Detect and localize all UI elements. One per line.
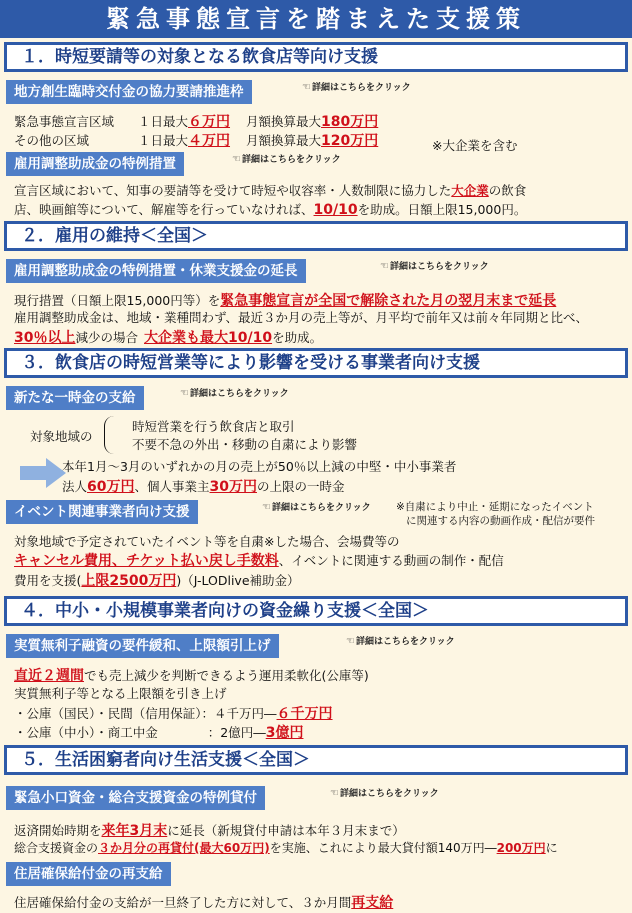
s1-row-emergency	[14, 111, 378, 131]
monthly-label: 月額換算最大	[246, 133, 322, 148]
s5-line-1	[14, 820, 405, 840]
text: を助成。	[272, 330, 323, 345]
s3-event-line-1: 対象地域で予定されていたイベント等を自粛※した場合、会場費等の	[14, 534, 400, 549]
highlight: 60万円	[87, 479, 135, 495]
s2-line-2: 雇用調整助成金は、地域・業種問わず、最近３か月の売上等が、月平均で前年又は前々年同期と比べ、	[14, 310, 589, 325]
event-note-line-1: ※自粛により中止・延期になったイベント	[396, 501, 594, 513]
s1-sub-local-grant: 地方創生臨時交付金の協力要請推進枠	[6, 80, 252, 104]
text: 総合支援資金の	[14, 841, 99, 855]
daily-value: ６万円	[188, 114, 231, 130]
s4-line-2: 実質無利子等となる上限額を引き上げ	[14, 686, 227, 701]
highlight: 30％以上	[14, 330, 76, 346]
section-1-heading: １．時短要請等の対象となる飲食店等向け支援	[4, 42, 628, 72]
s3-event-line-3	[14, 570, 300, 590]
s3-sub-event-support: イベント関連事業者向け支援	[6, 500, 198, 524]
s1-sub-employment-subsidy: 雇用調整助成金の特例措置	[6, 152, 184, 176]
hand-pointer-icon: ☜	[180, 388, 189, 399]
brace	[104, 416, 120, 454]
text: ・公庫（国民）・民間（信用保証）：４千万円―	[14, 706, 277, 721]
monthly-value: 180万円	[321, 114, 379, 130]
s5-sub-special-loans: 緊急小口資金・総合支援資金の特例貸付	[6, 786, 265, 810]
text: ・公庫（中小）・商工中金 ：2億円―	[14, 725, 266, 740]
row-label: その他の区域	[14, 133, 90, 148]
detail-link-text: 詳細はこちらをクリック	[271, 503, 371, 513]
s4-line-3	[14, 703, 333, 723]
daily-label: １日最大	[138, 133, 189, 148]
detail-link[interactable]	[262, 500, 371, 513]
highlight: 上限2500万円	[81, 573, 177, 589]
text: 費用を支援(	[14, 573, 82, 588]
text: 宣言区域において、知事の要請等を受けて時短や収容率・人数制限に協力した	[14, 183, 452, 198]
s4-line-1	[14, 665, 369, 685]
section-5-heading: ５．生活困窮者向け生活支援＜全国＞	[4, 745, 628, 775]
s4-line-4	[14, 722, 303, 742]
right-arrow-icon	[20, 458, 66, 488]
detail-link-text: 詳細はこちらをクリック	[355, 637, 455, 647]
section-3-heading: ３．飲食店の時短営業等により影響を受ける事業者向け支援	[4, 348, 628, 378]
detail-link-text: 詳細はこちらをクリック	[189, 389, 289, 399]
detail-link[interactable]	[330, 786, 439, 799]
s1-row-other	[14, 130, 378, 150]
s3-sub-one-time-payment: 新たな一時金の支給	[6, 386, 144, 410]
s3-event-line-2	[14, 550, 504, 570]
text: 法人	[62, 479, 88, 494]
text: 店、映画館等について、解雇等を行っていなければ、	[14, 202, 314, 217]
page-title: 緊急事態宣言を踏まえた支援策	[0, 0, 632, 38]
s2-line-1	[14, 290, 556, 310]
highlight: ６千万円	[276, 706, 333, 722]
text: 減少の場合	[75, 330, 138, 345]
text: )（J-LODlive補助金）	[176, 573, 300, 588]
highlight: 来年3月末	[101, 823, 168, 839]
event-note-line-2: に関連する内容の動画作成・配信が要件	[406, 515, 595, 527]
text: の上限の一時金	[257, 479, 345, 494]
highlight: 30万円	[209, 479, 257, 495]
text: を実施、これにより最大貸付額140万円―	[269, 841, 497, 855]
highlight: 10/10	[313, 202, 358, 218]
text: 現行措置（日額上限15,000円等）を	[14, 293, 221, 308]
target-area-item-1: 時短営業を行う飲食店と取引	[132, 419, 295, 434]
s5-line-2	[14, 839, 558, 856]
s4-sub-loans: 実質無利子融資の要件緩和、上限額引上げ	[6, 634, 279, 658]
s1-paragraph-line-1	[14, 181, 526, 199]
highlight: (最大60万円)	[194, 841, 270, 855]
hand-pointer-icon: ☜	[262, 502, 271, 513]
s2-sub-extension: 雇用調整助成金の特例措置・休業支援金の延長	[6, 259, 306, 283]
hand-pointer-icon: ☜	[232, 154, 241, 165]
s5-sub-housing: 住居確保給付金の再支給	[6, 862, 171, 886]
monthly-label: 月額換算最大	[246, 114, 322, 129]
detail-link[interactable]	[180, 386, 289, 399]
hand-pointer-icon: ☜	[380, 261, 389, 272]
section-4-heading: ４．中小・小規模事業者向けの資金繰り支援＜全国＞	[4, 596, 628, 626]
text: でも売上減少を判断できるよう運用柔軟化(公庫等)	[84, 668, 369, 683]
highlight: 再支給	[351, 895, 394, 911]
large-company-note: ※大企業を含む	[432, 138, 518, 153]
daily-label: １日最大	[138, 114, 189, 129]
highlight: キャンセル費用、チケット払い戻し手数料	[14, 553, 279, 569]
text: に	[545, 841, 558, 855]
s3-eligibility: 本年1月～3月のいずれかの月の売上が50％以上減の中堅・中小事業者	[62, 459, 457, 474]
detail-link[interactable]	[232, 152, 341, 165]
s3-payment-amounts	[62, 476, 345, 496]
hand-pointer-icon: ☜	[346, 636, 355, 647]
detail-link[interactable]	[380, 259, 489, 272]
s5-line-3	[14, 892, 393, 912]
detail-link-text: 詳細はこちらをクリック	[241, 155, 341, 165]
text: 返済開始時期を	[14, 823, 102, 838]
s2-line-3	[14, 327, 322, 347]
highlight: 3億円	[265, 725, 304, 741]
text: を助成。日額上限15,000円。	[357, 202, 527, 217]
detail-link-text: 詳細はこちらをクリック	[339, 789, 439, 799]
daily-value: ４万円	[188, 133, 231, 149]
detail-link[interactable]	[346, 634, 455, 647]
highlight: 緊急事態宣言が全国で解除された月の翌月末まで延長	[220, 293, 557, 309]
text: 住居確保給付金の支給が一旦終了した方に対して、３か月間	[14, 895, 352, 910]
s1-paragraph-line-2	[14, 200, 526, 218]
detail-link-text: 詳細はこちらをクリック	[311, 83, 411, 93]
highlight: 直近２週間	[14, 668, 84, 684]
hand-pointer-icon: ☜	[330, 788, 339, 799]
text: の飲食	[488, 183, 527, 198]
text: 、個人事業主	[134, 479, 210, 494]
section-2-heading: ２．雇用の維持＜全国＞	[4, 221, 628, 251]
hand-pointer-icon: ☜	[302, 82, 311, 93]
highlight: ３か月分の再貸付	[98, 841, 195, 855]
text: 、イベントに関連する動画の制作・配信	[278, 553, 504, 568]
text: に延長（新規貸付申請は本年３月末まで）	[167, 823, 405, 838]
highlight: 大企業も最大10/10	[144, 330, 273, 346]
highlight: 200万円	[496, 841, 546, 855]
target-area-item-2: 不要不急の外出・移動の自粛により影響	[132, 437, 358, 452]
detail-link-text: 詳細はこちらをクリック	[389, 262, 489, 272]
monthly-value: 120万円	[321, 133, 379, 149]
target-area-label: 対象地域の	[30, 429, 93, 444]
detail-link[interactable]	[302, 80, 411, 93]
highlight: 大企業	[451, 183, 489, 198]
row-label: 緊急事態宣言区域	[14, 114, 115, 129]
